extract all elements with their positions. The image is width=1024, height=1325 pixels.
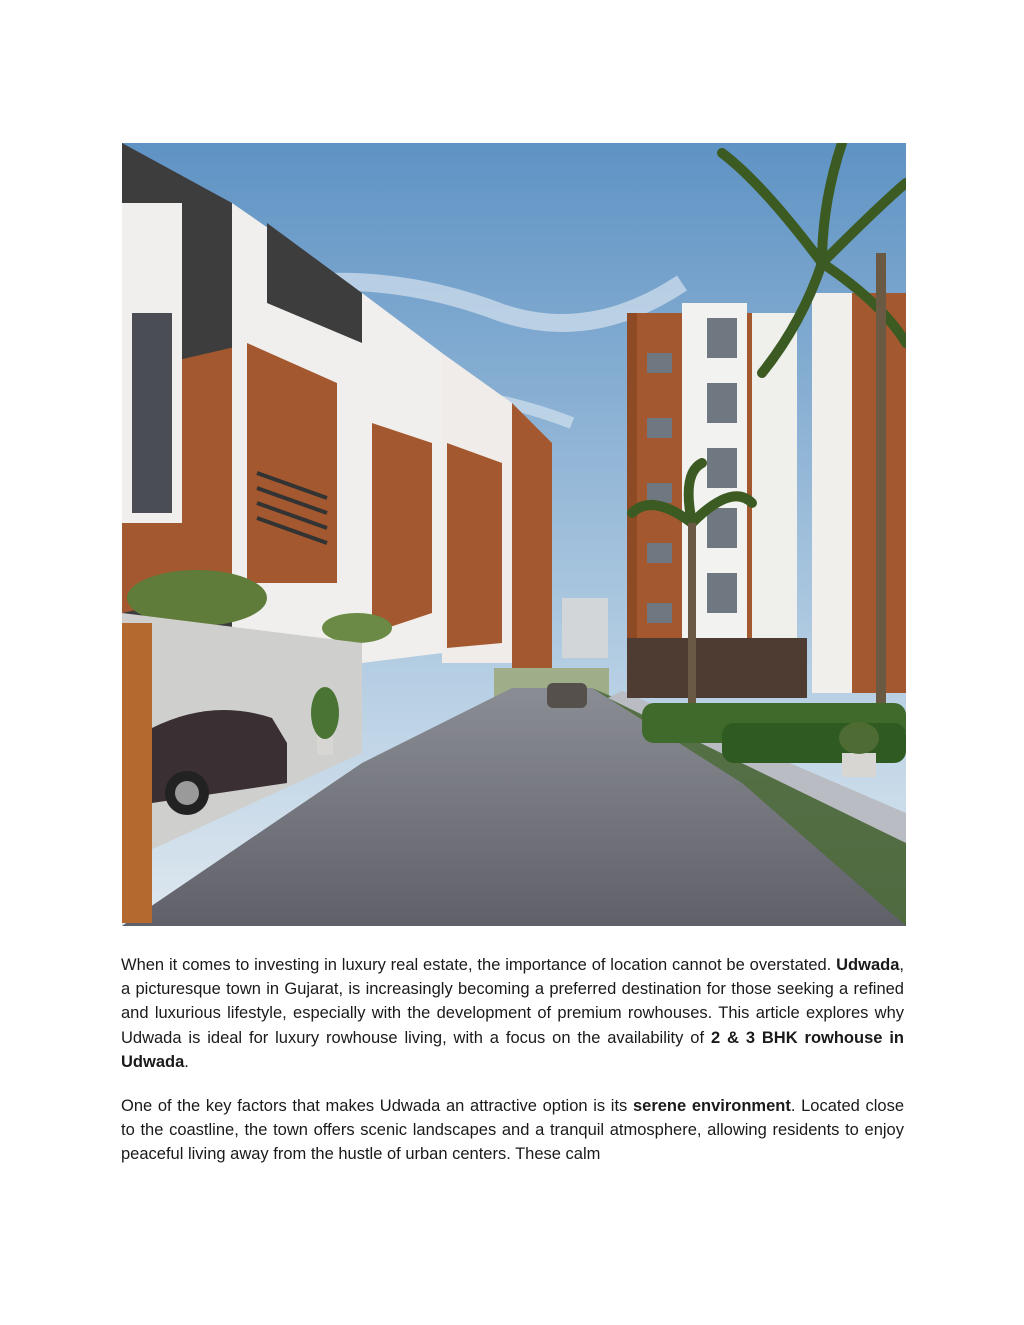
intro-text-part1: When it comes to investing in luxury real estate, the importance of location cannot be overstated. — [121, 956, 837, 974]
rowhouse-rendering-image — [122, 143, 906, 926]
udwada-bold: Udwada — [836, 956, 900, 974]
intro-text-part3: . — [184, 1052, 189, 1071]
intro-text-part2: , a picturesque town in Gujarat, is increasingly becoming a preferred destination for those seeking a refined and luxurious lifestyle, especially with the development of premium rowhouses. This article explores why Udwada is ideal for luxury rowhouse living, with a focus on the availability of — [121, 956, 904, 1047]
rowhouse-bold: 2 & 3 BHK rowhouse in Udwada — [121, 1028, 904, 1071]
environment-text-part2: . Located close to the coastline, the town offers scenic landscapes and a tranquil atmosphere, allowing residents to enjoy peaceful living away from the hustle of urban centers. These calm — [121, 1097, 904, 1164]
serene-environment-bold: serene environment — [632, 1097, 791, 1115]
intro-paragraph — [121, 953, 904, 1074]
environment-paragraph — [121, 1094, 904, 1167]
environment-text-part1: One of the key factors that makes Udwada an attractive option is its — [121, 1097, 633, 1115]
